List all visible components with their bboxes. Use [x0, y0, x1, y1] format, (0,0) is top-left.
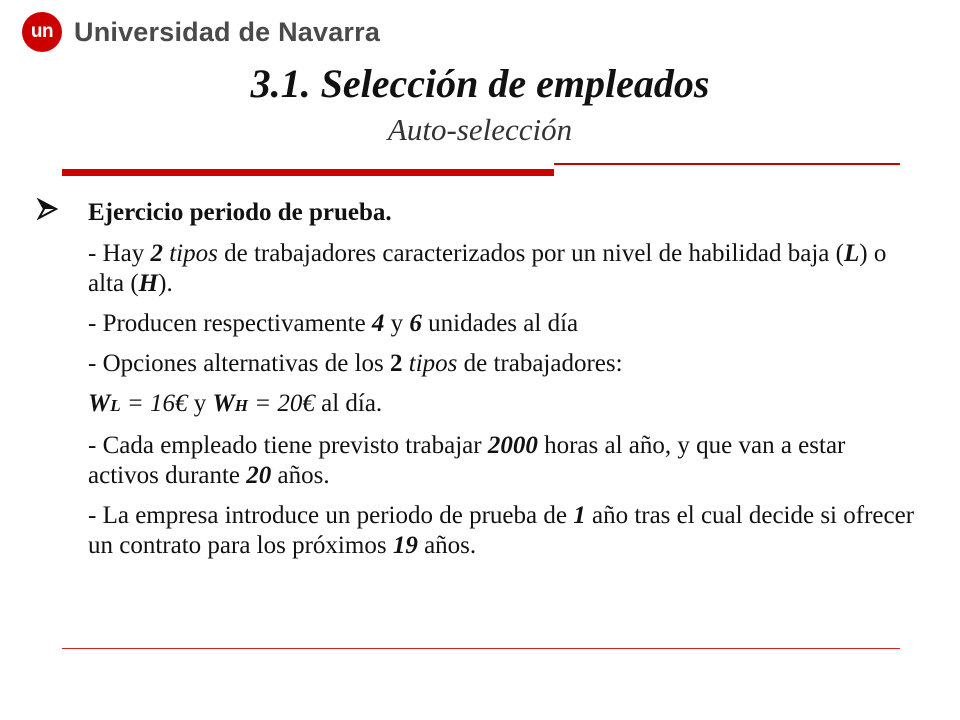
- text-emphasis: tipos: [169, 240, 218, 267]
- slide-body: [36, 196, 916, 561]
- text-run: horas al año, y que van a estar activos durante: [88, 432, 846, 489]
- text-emphasis: tipos: [408, 350, 458, 377]
- title-divider-thin: [554, 163, 900, 165]
- text-run: y: [384, 310, 410, 337]
- number-emphasis: 2: [150, 240, 163, 267]
- slide-title: 3.1. Selección de empleados: [250, 61, 710, 106]
- text-run: años.: [417, 532, 477, 559]
- slide-subtitle: Auto-selección: [387, 112, 573, 147]
- wage-subscript: L: [110, 396, 121, 415]
- bullet-item: [36, 196, 916, 230]
- text-run: de trabajadores:: [457, 350, 623, 377]
- wage-value: = 20€: [247, 390, 315, 417]
- logo-text: Universidad de Navarra: [74, 16, 381, 47]
- number-emphasis: 6: [409, 310, 422, 337]
- text-run: - Producen respectivamente: [88, 310, 372, 337]
- bullet-heading: Ejercicio periodo de prueba.: [88, 199, 392, 226]
- text-run: unidades al día: [421, 310, 579, 337]
- number-emphasis: 20: [246, 462, 272, 489]
- number-emphasis: 1: [573, 502, 586, 529]
- number-emphasis: 2000: [487, 432, 538, 459]
- footer-divider: [62, 648, 900, 649]
- paragraph-production: [88, 309, 916, 339]
- text-run: y: [187, 390, 213, 417]
- text-run: de trabajadores caracterizados por un nivel de habilidad baja (: [217, 240, 844, 267]
- paragraph-wages: [88, 389, 916, 421]
- wage-symbol: W: [88, 390, 111, 417]
- text-run: - La empresa introduce un periodo de prueba de: [88, 502, 574, 529]
- text-run: - Cada empleado tiene previsto trabajar: [88, 432, 488, 459]
- paragraph-types: [88, 239, 916, 299]
- wage-symbol: W: [212, 390, 235, 417]
- paragraph-options: [88, 349, 916, 379]
- arrow-bullet-icon: [36, 198, 88, 228]
- number-emphasis: 4: [371, 310, 385, 337]
- logo-badge: un: [22, 12, 62, 52]
- text-run: - Hay: [88, 240, 151, 267]
- text-run: año tras el cual decide si ofrecer un contrato para los próximos: [88, 502, 915, 559]
- text-run: ).: [158, 270, 173, 297]
- wage-value: = 16€: [120, 390, 188, 417]
- title-divider-thick: [62, 169, 554, 176]
- wage-subscript: H: [234, 396, 248, 415]
- number-emphasis: 2: [390, 350, 403, 377]
- letter-l: L: [843, 240, 860, 267]
- paragraph-hours: [88, 431, 916, 491]
- number-emphasis: 19: [392, 532, 418, 559]
- text-run: años.: [271, 462, 330, 489]
- text-run: ) o alta (: [88, 240, 887, 297]
- text-run: - Opciones alternativas de los: [88, 350, 390, 377]
- paragraph-trial: [88, 501, 916, 561]
- university-logo: [22, 12, 380, 52]
- text-run: al día.: [314, 390, 383, 417]
- letter-h: H: [138, 270, 159, 297]
